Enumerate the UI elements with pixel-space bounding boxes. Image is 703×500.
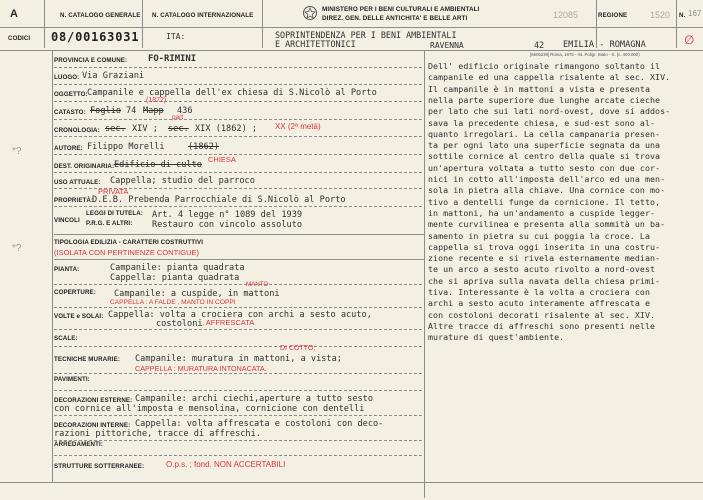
description-line: per lato che sui lati nord-ovest, dove si addos- bbox=[428, 106, 671, 117]
description-line: samento in pietra su cui poggia la croce. La bbox=[428, 230, 650, 241]
tipologia-hand: (ISOLATA CON PERTINENZE CONTIGUE) bbox=[54, 248, 200, 257]
oggetto-label: OGGETTO: bbox=[54, 91, 88, 98]
description-line: archi a sesto acuto interamente affrescata e bbox=[428, 298, 650, 309]
scale-label: SCALE: bbox=[54, 335, 78, 342]
soprintendenza-2: E ARCHITETTONICI bbox=[275, 39, 356, 49]
catalog-code: 08/00163031 bbox=[51, 30, 140, 44]
description-line: in mattoni, ha un'andamento a cuspide legger- bbox=[428, 207, 656, 218]
luogo-label: LUOGO: bbox=[54, 74, 80, 81]
description-line: un'apertura voltata a tutto sesto con due cor- bbox=[428, 162, 661, 173]
emblem-icon bbox=[302, 5, 318, 25]
numero-label: N. bbox=[679, 12, 686, 19]
ministry-line-2: DIREZ. GEN. DELLE ANTICHITA' E BELLE ARTI bbox=[322, 15, 468, 22]
cron-struck-2: sec. bbox=[168, 124, 189, 134]
dest-struck: Edificio di culto bbox=[114, 160, 202, 170]
hand-symbol: ∅ bbox=[684, 33, 695, 47]
provincia-label: PROVINCIA E COMUNE: bbox=[54, 57, 128, 64]
tecniche-value: Campanile: muratura in mattoni, a vista; bbox=[135, 354, 342, 364]
description-line: sottile cornice al centro della quale si trova bbox=[428, 151, 661, 162]
description-line: tiva. Interessante è la volta a crociera con bbox=[428, 287, 650, 297]
description-line: cappella si trova oggi inserita in una costru- bbox=[428, 241, 661, 252]
description-line: te un arco a sesto acuto rivolto a nord-ovest bbox=[428, 264, 656, 275]
hand-number: 12085 bbox=[553, 10, 579, 20]
coperture-label: COPERTURE: bbox=[54, 289, 96, 296]
catasto-number: 436 bbox=[177, 106, 193, 116]
pavimenti-label: PAVIMENTI: bbox=[54, 376, 90, 383]
tecniche-label: TECNICHE MURARIE: bbox=[54, 356, 120, 363]
description-line: campanile ed una cappella risalente al sec. XIV. bbox=[428, 72, 671, 83]
tecniche-hand-top: DI COTTO, bbox=[280, 345, 316, 352]
description-line: sava la precedente chiesa, e sud-est sono al- bbox=[428, 117, 656, 128]
leggi-label: LEGGI DI TUTELA: bbox=[86, 210, 143, 217]
card-letter: A bbox=[10, 8, 18, 20]
proprieta-hand: PRIVATA bbox=[98, 187, 129, 196]
margin-mark-2: *? bbox=[12, 243, 22, 254]
region-name: EMILIA - ROMAGNA bbox=[563, 40, 646, 50]
description-line: nella parte superiore due lunghe arcate cieche bbox=[428, 94, 661, 105]
regione-label: REGIONE bbox=[598, 12, 628, 19]
description-line: che si apriva sulla navata della chiesa primi- bbox=[428, 275, 661, 286]
description-line: quanto irregolari. La cella campanaria presen- bbox=[428, 128, 661, 139]
catalogo-internazionale-label: N. CATALOGO INTERNAZIONALE bbox=[152, 12, 254, 19]
prg-value: Restauro con vincolo assoluto bbox=[152, 220, 303, 230]
catasto-hand-1: (1872) bbox=[146, 97, 167, 104]
uso-label: USO ATTUALE: bbox=[54, 179, 101, 186]
pianta-1: Campanile: pianta quadrata bbox=[110, 263, 245, 273]
catalogo-generale-label: N. CATALOGO GENERALE bbox=[60, 12, 141, 19]
dec-int-1: Cappella: volta affrescata e costoloni con deco- bbox=[135, 419, 384, 429]
prg-label: P.R.G. E ALTRI: bbox=[86, 220, 133, 227]
arredamenti-label: ARREDAMENTI: bbox=[54, 441, 103, 448]
catasto-label: CATASTO: bbox=[54, 109, 86, 116]
description-line: Altre tracce di affreschi sono presenti nelle bbox=[428, 320, 656, 331]
luogo-value: Via Graziani bbox=[82, 71, 145, 81]
dec-est-1: Campanile: archi ciechi,aperture a tutto sesto bbox=[135, 394, 373, 404]
description-line: Dell' edificio originale rimangono soltanto il bbox=[428, 61, 661, 71]
volte-hand: , AFFRESCATA bbox=[202, 318, 255, 327]
pianta-label: PIANTA: bbox=[54, 266, 80, 273]
uso-value: Cappella; studio del parroco bbox=[110, 176, 255, 186]
printer-note: [6605239] Roma, 1975 - Ist. Poligr. Stato - S. (c. 400.000) bbox=[530, 52, 640, 57]
volte-value: Cappella: volta a crociera con archi a sesto acuto, bbox=[108, 310, 372, 320]
description-line: mente curvilinea e presenta alla sommità un ba- bbox=[428, 219, 666, 230]
dest-hand: CHIESA bbox=[208, 155, 236, 164]
volte-value-2: costoloni bbox=[156, 319, 203, 329]
catasto-struck: Foglio bbox=[90, 106, 122, 116]
dest-label: DEST. ORIGINARIA: bbox=[54, 163, 115, 170]
description-line: tivo a dentelli funge da cornicione. Il tetto, bbox=[428, 196, 661, 207]
tipologia-label: TIPOLOGIA EDILIZIA - CARATTERI COSTRUTTIVI bbox=[54, 239, 204, 246]
description-line: nici in cotto all'imposta dell'arco ed una men- bbox=[428, 174, 666, 184]
proprieta-label: PROPRIETÀ: bbox=[54, 197, 94, 204]
description-line: ta per ogni lato una superficie segnata da una bbox=[428, 140, 661, 151]
proprieta-value: D.E.B. Prebenda Parrocchiale di S.Nicolò al Porto bbox=[92, 195, 346, 205]
hand-numero: 167 bbox=[688, 9, 702, 18]
volte-label: VOLTE e SOLAI: bbox=[54, 313, 104, 320]
oggetto-value: Campanile e cappella dell'ex chiesa di S.Nicolò al Porto bbox=[87, 88, 377, 98]
leggi-value: Art. 4 legge n° 1089 del 1939 bbox=[152, 210, 303, 220]
coperture-hand-top: MANTO bbox=[246, 281, 269, 288]
tecniche-hand: CAPPELLA : MURATURA INTONACATA. bbox=[135, 364, 267, 373]
autore-label: AUTORE: bbox=[54, 145, 83, 152]
codici-label: CODICI bbox=[8, 35, 31, 42]
cron-struck-1: sec. bbox=[105, 124, 126, 134]
coperture-value: Campanile: a cuspide, in mattoni bbox=[114, 289, 280, 299]
coperture-hand: CAPPELLA : A FALDE , MANTO IN COPPI bbox=[110, 299, 236, 306]
description-line: sola in pietra alla chiave. Una cornice con mo- bbox=[428, 185, 666, 196]
cron-value-1: XIV ; bbox=[132, 124, 158, 134]
dec-int-label: DECORAZIONI INTERNE: bbox=[54, 422, 131, 429]
hand-regione-num: 1520 bbox=[650, 10, 671, 20]
provincia-value: FO-RIMINI bbox=[148, 54, 197, 64]
description-line: zione recente e si rivela esternamente median- bbox=[428, 253, 661, 264]
city: RAVENNA bbox=[430, 41, 464, 50]
autore-struck: (1862) bbox=[188, 142, 220, 152]
catasto-struck-2: Mapp bbox=[143, 106, 164, 116]
dec-est-2: con cornice all'imposta e mensolina, cornicione con dentelli bbox=[54, 404, 365, 414]
description-line: murature di quest'ambiente. bbox=[428, 332, 565, 343]
region-code: 42 bbox=[534, 40, 545, 50]
margin-mark-1: *? bbox=[12, 146, 22, 157]
vincoli-label: VINCOLI bbox=[54, 217, 80, 224]
catasto-value: 74 bbox=[126, 106, 137, 116]
dec-int-2: razioni pittoriche, tracce di affreschi. bbox=[54, 429, 261, 439]
ministry-line-1: MINISTERO PER I BENI CULTURALI E AMBIENTALI bbox=[322, 6, 480, 13]
autore-value: Filippo Morelli bbox=[87, 142, 165, 152]
strutture-label: STRUTTURE SOTTERRANEE: bbox=[54, 463, 145, 470]
ita-label: ITA: bbox=[166, 32, 186, 41]
dec-est-label: DECORAZIONI ESTERNE: bbox=[54, 397, 133, 404]
description-line: Il campanile è in mattoni a vista e presenta bbox=[428, 83, 650, 94]
strutture-hand: O.p.s. ; fond. NON ACCERTABILI bbox=[166, 460, 286, 469]
cron-value-2: XIX (1862) ; bbox=[195, 124, 258, 134]
cron-hand: XX (2ª metà) bbox=[275, 122, 321, 131]
soprintendenza: SOPRINTENDENZA PER I BENI AMBIENTALI bbox=[275, 30, 457, 40]
description-line: con costoloni decorati risalente al sec. XIV. bbox=[428, 309, 656, 320]
pianta-2: Cappella: pianta quadrata bbox=[110, 273, 240, 283]
catasto-hand-2: part bbox=[172, 114, 184, 121]
cronologia-label: CRONOLOGIA: bbox=[54, 127, 100, 134]
